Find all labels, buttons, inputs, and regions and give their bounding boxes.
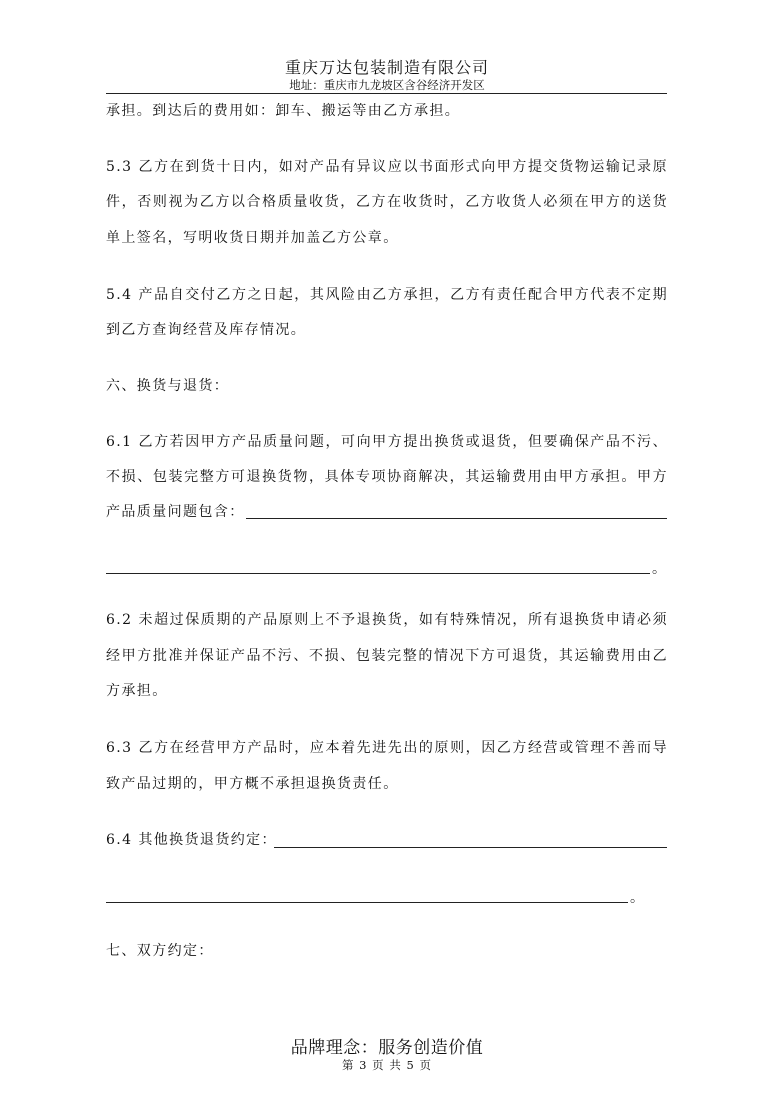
- clause-6-1-line-3: 产品质量问题包含：: [106, 504, 245, 520]
- clause-6-1-period: 。: [652, 561, 666, 577]
- clause-5-3-line-3: 单上签名，写明收货日期并加盖乙方公章。: [106, 230, 399, 246]
- clause-6-2-line-1: 6.2 未超过保质期的产品原则上不予退换货，如有特殊情况，所有退换货申请必须: [106, 612, 668, 628]
- continuation-text: 承担。到达后的费用如：卸车、搬运等由乙方承担。: [106, 103, 461, 119]
- company-name: 重庆万达包装制造有限公司: [284, 58, 489, 77]
- section-6-title: 六、换货与退货：: [106, 378, 230, 394]
- header-divider: [106, 93, 667, 94]
- page-number: 第 3 页 共 5 页: [342, 1058, 432, 1072]
- clause-5-4-line-1: 5.4 产品自交付乙方之日起，其风险由乙方承担，乙方有责任配合甲方代表不定期: [106, 287, 668, 303]
- clause-6-3-line-2: 致产品过期的，甲方概不承担退换货责任。: [106, 776, 399, 792]
- clause-5-3-line-1: 5.3 乙方在到货十日内，如对产品有异议应以书面形式向甲方提交货物运输记录原: [106, 159, 668, 175]
- clause-6-1-line-2: 不损、包装完整方可退换货物，具体专项协商解决，其运输费用由甲方承担。甲方: [106, 469, 668, 485]
- clause-6-2-line-2: 经甲方批准并保证产品不污、不损、包装完整的情况下方可退货，其运输费用由乙: [106, 648, 668, 664]
- clause-6-4-label: 6.4 其他换货退货约定：: [106, 832, 277, 848]
- clause-5-4-line-2: 到乙方查询经营及库存情况。: [106, 322, 307, 338]
- other-agreement-blank-2[interactable]: [106, 902, 628, 903]
- quality-issue-blank-1[interactable]: [246, 518, 667, 519]
- clause-6-3-line-1: 6.3 乙方在经营甲方产品时，应本着先进先出的原则，因乙方经营或管理不善而导: [106, 740, 668, 756]
- quality-issue-blank-2[interactable]: [106, 573, 650, 574]
- other-agreement-blank-1[interactable]: [274, 847, 667, 848]
- clause-6-1-line-1: 6.1 乙方若因甲方产品质量问题，可向甲方提出换货或退货，但要确保产品不污、: [106, 434, 668, 450]
- clause-6-2-line-3: 方承担。: [106, 683, 168, 699]
- brand-slogan: 品牌理念：服务创造价值: [290, 1038, 484, 1058]
- clause-5-3-line-2: 件，否则视为乙方以合格质量收货，乙方在收货时，乙方收货人必须在甲方的送货: [106, 194, 668, 210]
- section-7-title: 七、双方约定：: [106, 943, 214, 959]
- company-address: 地址：重庆市九龙坡区含谷经济开发区: [289, 78, 485, 92]
- clause-6-4-period: 。: [630, 890, 644, 906]
